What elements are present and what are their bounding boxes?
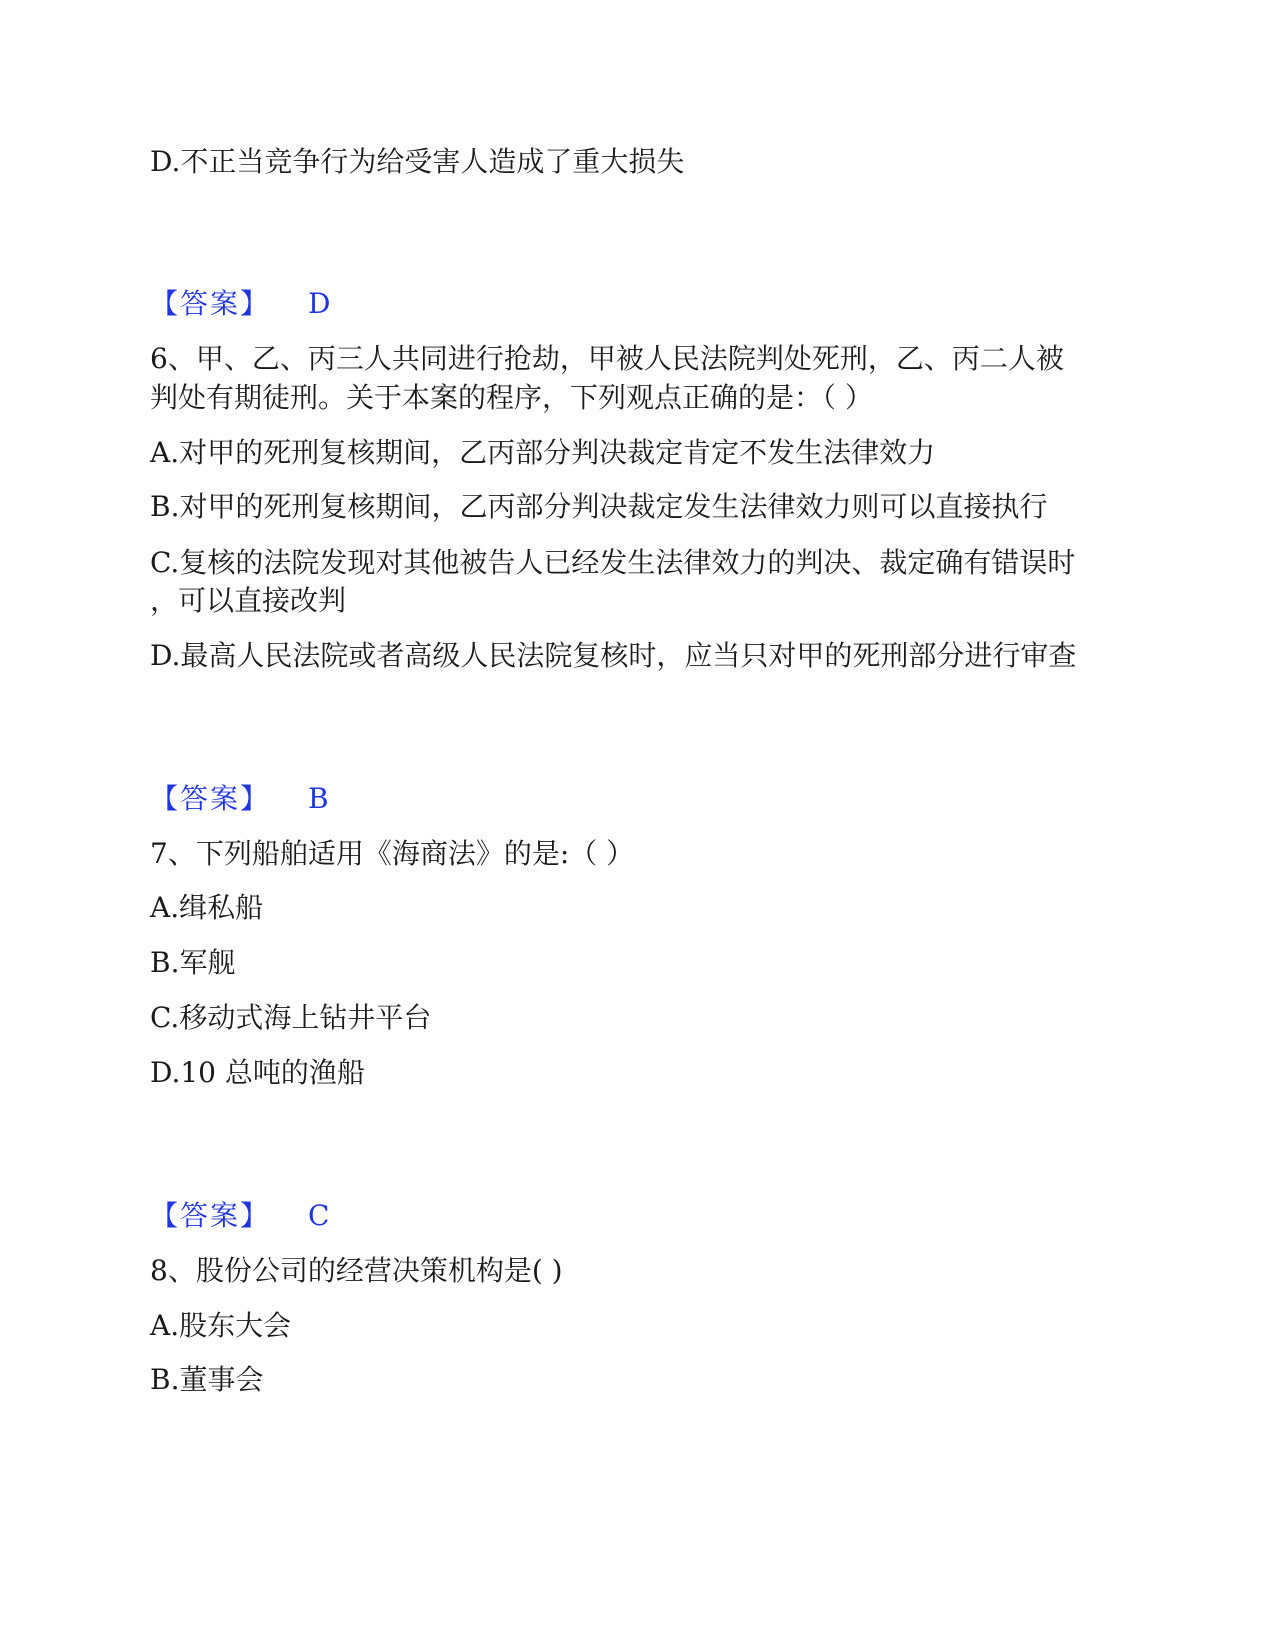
- answer-label: 【答案】: [150, 1199, 271, 1232]
- q6-option-a: A.对甲的死刑复核期间，乙丙部分判决裁定肯定不发生法律效力: [150, 436, 936, 469]
- answer-value: C: [308, 1199, 330, 1232]
- q6-stem-line1: 6、甲、乙、丙三人共同进行抢劫，甲被人民法院判处死刑，乙、丙二人被: [150, 342, 1064, 375]
- q6-option-c-line1: C.复核的法院发现对其他被告人已经发生法律效力的判决、裁定确有错误时: [150, 546, 1076, 579]
- q5-answer: [150, 284, 450, 324]
- q6-option-c-line2: ，可以直接改判: [150, 584, 347, 617]
- q8-option-b: B.董事会: [150, 1363, 264, 1396]
- q5-option-d: D.不正当竞争行为给受害人造成了重大损失: [150, 145, 685, 178]
- q6-option-b: B.对甲的死刑复核期间，乙丙部分判决裁定发生法律效力则可以直接执行: [150, 490, 1048, 523]
- answer-value: D: [308, 287, 331, 320]
- q6-stem-line2: 判处有期徒刑。关于本案的程序，下列观点正确的是：（ ）: [150, 381, 873, 414]
- q8-option-a: A.股东大会: [150, 1309, 292, 1342]
- q7-option-d: D.10 总吨的渔船: [150, 1056, 365, 1089]
- q7-stem: 7、下列船舶适用《海商法》的是:（ ）: [150, 837, 635, 870]
- answer-label: 【答案】: [150, 782, 271, 815]
- q7-option-a: A.缉私船: [150, 891, 264, 924]
- q6-option-d: D.最高人民法院或者高级人民法院复核时，应当只对甲的死刑部分进行审查: [150, 639, 1077, 672]
- q6-answer: [150, 779, 450, 819]
- answer-label: 【答案】: [150, 287, 271, 320]
- q7-answer: [150, 1196, 450, 1236]
- q7-option-c: C.移动式海上钻井平台: [150, 1001, 432, 1034]
- answer-value: B: [308, 782, 329, 815]
- q8-stem: 8、股份公司的经营决策机构是( ): [150, 1254, 563, 1287]
- q7-option-b: B.军舰: [150, 946, 236, 979]
